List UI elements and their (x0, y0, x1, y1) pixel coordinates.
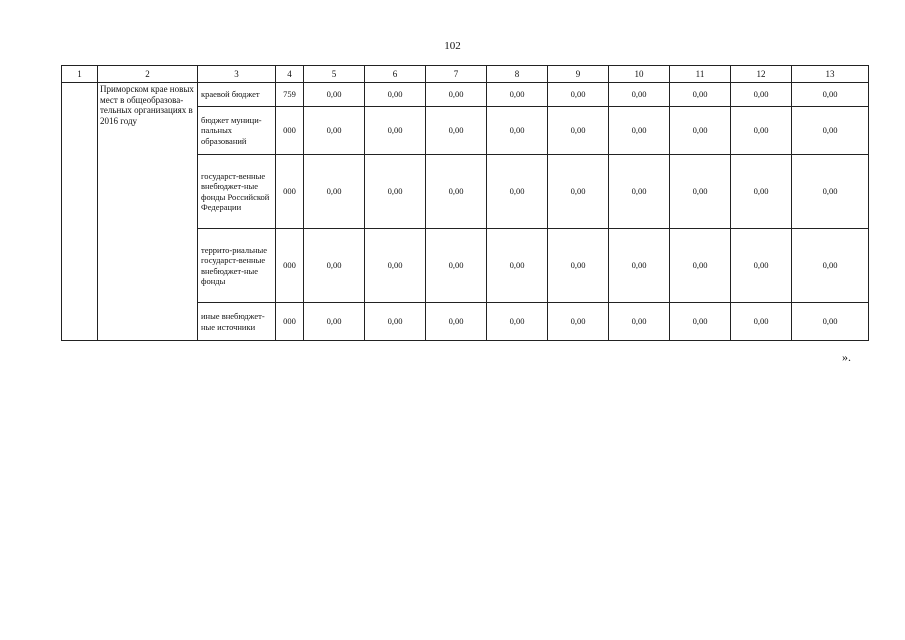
column-header: 5 (304, 66, 365, 83)
value-cell: 0,00 (548, 303, 609, 341)
value-cell: 0,00 (426, 229, 487, 303)
value-cell: 0,00 (792, 83, 869, 107)
value-cell: 0,00 (487, 303, 548, 341)
value-cell: 0,00 (304, 107, 365, 155)
description-cell: Приморском крае новых мест в общеобразова-тельных организациях в 2016 году (98, 83, 198, 341)
value-cell: 0,00 (670, 107, 731, 155)
row-number-cell (62, 83, 98, 341)
column-header: 11 (670, 66, 731, 83)
value-cell: 0,00 (670, 303, 731, 341)
value-cell: 0,00 (487, 229, 548, 303)
column-header: 4 (276, 66, 304, 83)
source-cell: террито-риальные государст-венные внебюджет-ные фонды (198, 229, 276, 303)
source-cell: государст-венные внебюджет-ные фонды Российской Федерации (198, 155, 276, 229)
value-cell: 0,00 (365, 229, 426, 303)
value-cell: 0,00 (609, 83, 670, 107)
value-cell: 0,00 (792, 229, 869, 303)
value-cell: 0,00 (426, 303, 487, 341)
column-header: 1 (62, 66, 98, 83)
value-cell: 0,00 (609, 303, 670, 341)
value-cell: 0,00 (304, 83, 365, 107)
value-cell: 000 (276, 303, 304, 341)
value-cell: 0,00 (426, 107, 487, 155)
value-cell: 0,00 (365, 303, 426, 341)
value-cell: 759 (276, 83, 304, 107)
value-cell: 0,00 (792, 155, 869, 229)
value-cell: 0,00 (304, 303, 365, 341)
table-header-row (62, 66, 869, 83)
value-cell: 0,00 (548, 229, 609, 303)
value-cell: 0,00 (426, 83, 487, 107)
value-cell: 0,00 (365, 83, 426, 107)
value-cell: 0,00 (731, 303, 792, 341)
column-header: 10 (609, 66, 670, 83)
value-cell: 0,00 (548, 155, 609, 229)
value-cell: 0,00 (731, 155, 792, 229)
value-cell: 0,00 (365, 107, 426, 155)
value-cell: 0,00 (731, 229, 792, 303)
column-header: 2 (98, 66, 198, 83)
value-cell: 0,00 (365, 155, 426, 229)
page-number: 102 (444, 40, 461, 52)
value-cell: 0,00 (792, 107, 869, 155)
value-cell: 0,00 (304, 155, 365, 229)
value-cell: 0,00 (304, 229, 365, 303)
value-cell: 0,00 (487, 83, 548, 107)
value-cell: 0,00 (609, 229, 670, 303)
column-header: 9 (548, 66, 609, 83)
source-cell: бюджет муници-пальных образований (198, 107, 276, 155)
value-cell: 0,00 (670, 229, 731, 303)
source-cell: иные внебюджет-ные источники (198, 303, 276, 341)
value-cell: 0,00 (609, 155, 670, 229)
closing-quote: ». (842, 350, 851, 364)
column-header: 13 (792, 66, 869, 83)
value-cell: 000 (276, 155, 304, 229)
column-header: 8 (487, 66, 548, 83)
source-cell: краевой бюджет (198, 83, 276, 107)
column-header: 7 (426, 66, 487, 83)
budget-table (61, 65, 869, 341)
value-cell: 0,00 (487, 107, 548, 155)
value-cell: 000 (276, 229, 304, 303)
table-row (62, 83, 869, 107)
value-cell: 0,00 (670, 83, 731, 107)
value-cell: 0,00 (548, 83, 609, 107)
value-cell: 0,00 (609, 107, 670, 155)
value-cell: 0,00 (548, 107, 609, 155)
value-cell: 0,00 (670, 155, 731, 229)
value-cell: 0,00 (487, 155, 548, 229)
value-cell: 000 (276, 107, 304, 155)
column-header: 6 (365, 66, 426, 83)
value-cell: 0,00 (792, 303, 869, 341)
column-header: 3 (198, 66, 276, 83)
column-header: 12 (731, 66, 792, 83)
value-cell: 0,00 (731, 107, 792, 155)
value-cell: 0,00 (731, 83, 792, 107)
value-cell: 0,00 (426, 155, 487, 229)
